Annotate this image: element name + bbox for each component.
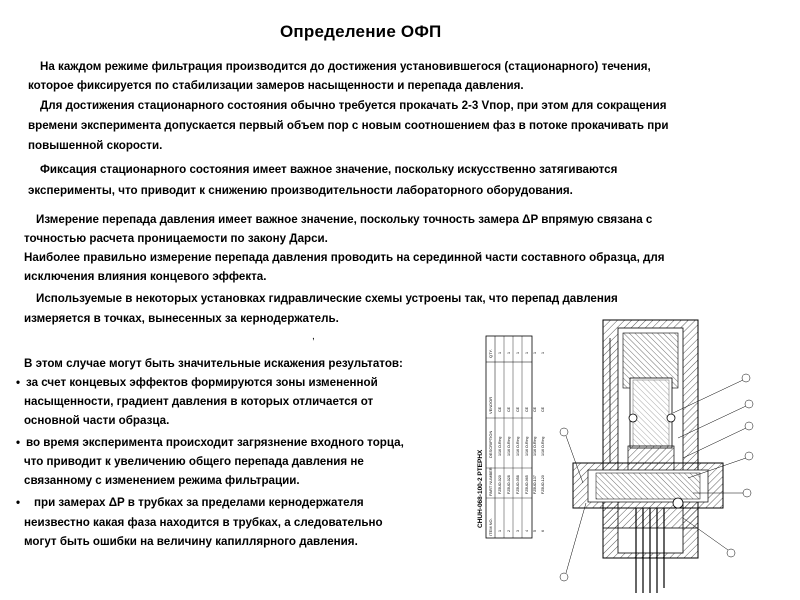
bullet-2-line-2: что приводит к увеличению общего перепада давления не [24, 455, 364, 468]
row-1-desc: 1/16 O-Ring [498, 436, 502, 456]
para-4-line-1: Измерение перепада давления имеет важное значение, поскольку точность замера ΔP впрямую связана с [36, 213, 653, 226]
bullet-1-line-3: основной части образца. [24, 414, 170, 427]
para-1-line-1: На каждом режиме фильтрация производится до достижения установившегося (стационарного) течения, [40, 60, 651, 73]
row-4-item: 4 [525, 530, 529, 532]
para-3-line-1: Фиксация стационарного состояния имеет важное значение, поскольку искусственно затягиваются [40, 163, 618, 176]
bullet-2-line-3: связанному с изменением режима фильтрации. [24, 474, 300, 487]
row-4-vendor: CE [525, 407, 529, 412]
row-5-item: 5 [533, 530, 537, 532]
para-1-line-2: которое фиксируется по стабилизации замеров насыщенности и перепада давления. [28, 79, 524, 92]
para-5-intro: В этом случае могут быть значительные искажения результатов: [24, 357, 403, 370]
row-2-desc: 1/16 O-Ring [507, 436, 511, 456]
row-5-part: F25UO-137 [533, 475, 537, 494]
bullet-3-marker: • [16, 496, 21, 509]
col-header-part: PART NUMBER [488, 467, 493, 496]
row-2-vendor: CE [507, 407, 511, 412]
row-3-part: F25UO-058 [516, 475, 520, 494]
bullet-3-text: при замерах ΔP в трубках за пределами кернодержателя [34, 496, 364, 509]
row-4-part: F25UO-065 [525, 475, 529, 494]
bullet-3-line-1 [16, 493, 364, 512]
row-6-desc: 1/16 O-Ring [541, 436, 545, 456]
parts-table-title: CHUH-068-100-2 PTEPHX [477, 449, 484, 528]
bullet-1-line-2: насыщенности, градиент давления в которых отличается от [24, 395, 374, 408]
para-4-line-4: исключения влияния концевого эффекта. [24, 270, 267, 283]
bullet-1-marker: • [16, 376, 21, 389]
bullet-3-line-3: могут быть ошибки на величину капиллярного давления. [24, 535, 358, 548]
para-2-line-2: времени эксперимента допускается первый объем пор с новым соотношением фаз в потоке прокачивать при [28, 119, 669, 132]
para-4-line-5: Используемые в некоторых установках гидравлические схемы устроены так, что перепад давления [36, 292, 618, 305]
bullet-3-line-2: неизвестно какая фаза находится в трубках, а следовательно [24, 516, 383, 529]
col-header-item: ITEM NO. [488, 518, 493, 536]
row-2-part: F25UO-028 [507, 475, 511, 494]
row-1-item: 1 [498, 530, 502, 532]
para-2-line-3: повышенной скорости. [28, 139, 163, 152]
bullet-1-line-1 [16, 373, 378, 392]
para-3-line-2: эксперименты, что приводит к снижению производительности лабораторного оборудования. [28, 184, 573, 197]
bullet-2-line-1 [16, 433, 404, 452]
col-header-vendor: VENDOR [488, 396, 493, 414]
col-header-desc: DESCRIPTION [488, 430, 493, 458]
stray-mark: , [312, 331, 315, 342]
parts-table [477, 336, 545, 538]
col-header-qty: QTY. [488, 349, 493, 358]
holder-body [573, 320, 723, 558]
row-3-vendor: CE [516, 407, 520, 412]
row-1-part: F25UO-020 [498, 475, 502, 494]
row-5-qty: 1 [533, 352, 537, 354]
row-1-qty: 1 [498, 352, 502, 354]
row-5-vendor: CE [533, 407, 537, 412]
row-6-part: F25UO-120 [541, 475, 545, 494]
bullet-2-marker: • [16, 436, 21, 449]
para-4-line-3: Наиболее правильно измерение перепада давления проводить на серединной части составного образца, для [24, 251, 665, 264]
bullet-1-text: за счет концевых эффектов формируются зоны измененной [26, 376, 378, 389]
row-5-desc: 1/16 O-Ring [533, 436, 537, 456]
row-4-qty: 1 [525, 352, 529, 354]
bullet-2-text: во время эксперимента происходит загрязнение входного торца, [26, 436, 404, 449]
core-holder-drawing [478, 318, 778, 593]
row-3-qty: 1 [516, 352, 520, 354]
row-6-vendor: CE [541, 407, 545, 412]
row-6-item: 6 [541, 530, 545, 532]
row-1-vendor: CE [498, 407, 502, 412]
row-4-desc: 1/16 O-Ring [525, 436, 529, 456]
page-title: Определение ОФП [280, 22, 442, 41]
row-2-qty: 1 [507, 352, 511, 354]
row-2-item: 2 [507, 530, 511, 532]
para-4-line-6: измеряется в точках, вынесенных за кернодержатель. [24, 312, 339, 325]
row-3-item: 3 [516, 530, 520, 532]
para-2-line-1: Для достижения стационарного состояния обычно требуется прокачать 2-3 Vпор, при этом для сокращения [40, 99, 667, 112]
para-4-line-2: точностью расчета проницаемости по закону Дарси. [24, 232, 328, 245]
row-3-desc: 1/16 O-Ring [516, 436, 520, 456]
row-6-qty: 1 [541, 352, 545, 354]
